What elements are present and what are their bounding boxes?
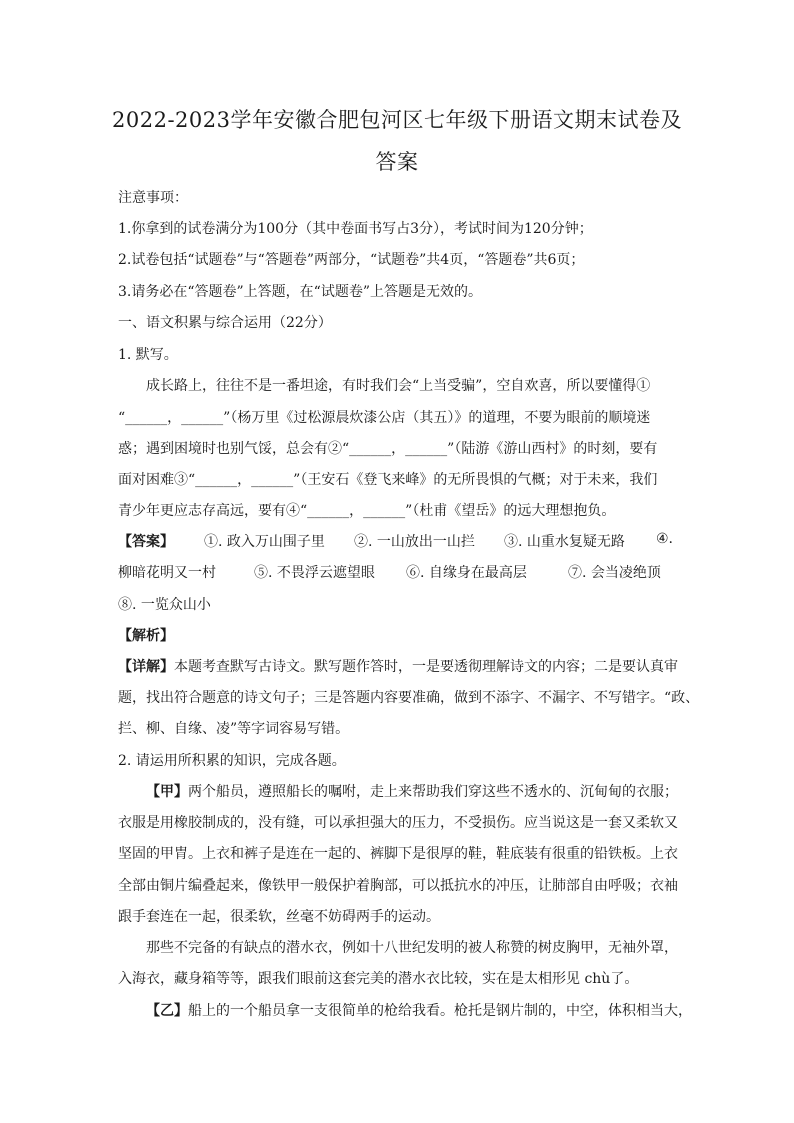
answer-item: ⑥. 自缘身在最高层 bbox=[406, 565, 527, 581]
question1-text-line: 面对困难③“______，______”（王安石《登飞来峰》的无所畏惧的气概；对于未来，我们 bbox=[118, 472, 658, 488]
answer-item: ④. bbox=[656, 531, 674, 547]
passage-jia-para2-line: 入海衣，藏身箱等等，跟我们眼前这套完美的潜水衣比较，实在是太相形见 chù了。 bbox=[118, 971, 639, 987]
question1-text-line: 惑；遇到困境时也别气馁，总会有②“______，______”（陆游《游山西村》的时刻，要有 bbox=[118, 441, 658, 457]
question2-label: 2. 请运用所积累的知识，完成各题。 bbox=[118, 753, 346, 769]
analysis-label: 【解析】 bbox=[118, 628, 174, 644]
notice-item-3: 3.请务必在“答题卷”上答题，在“试题卷”上答题是无效的。 bbox=[118, 284, 482, 300]
passage-yi-text: 船上的一个船员拿一支很简单的枪给我看。枪托是钢片制的，中空，体积相当大， bbox=[188, 1003, 692, 1019]
document-title-line2: 答案 bbox=[375, 150, 419, 174]
question1-text-line: 青少年更应志存高远，要有④“______，______”（杜甫《望岳》的远大理想抱负。 bbox=[118, 503, 616, 519]
detail-label: 【详解】 bbox=[118, 659, 174, 675]
question1-label: 1. 默写。 bbox=[118, 347, 178, 363]
detail-text-line: 拦、柳、自缘、凌”等字词容易写错。 bbox=[118, 721, 350, 737]
passage-jia-text: 两个船员，遵照船长的嘱咐，走上来帮助我们穿这些不透水的、沉甸甸的衣服； bbox=[188, 784, 678, 800]
question1-text-line: “______，______”（杨万里《过松源晨炊漆公店（其五）》的道理，不要为眼前的顺境迷 bbox=[118, 410, 651, 426]
passage-jia-line: 坚固的甲胄。上衣和裤子是连在一起的、裤脚下是很厚的鞋，鞋底装有很重的铅铁板。上衣 bbox=[118, 846, 678, 862]
answer-item: ⑦. 会当凌绝顶 bbox=[568, 565, 661, 581]
answer-label: 【答案】 bbox=[118, 534, 174, 550]
answer-item: ③. 山重水复疑无路 bbox=[504, 534, 625, 550]
answer-item: ⑧. 一览众山小 bbox=[118, 597, 211, 613]
document-title-line1: 2022-2023学年安徽合肥包河区七年级下册语文期末试卷及 bbox=[112, 108, 682, 132]
passage-jia-label: 【甲】 bbox=[146, 784, 188, 800]
section1-heading: 一、语文积累与综合运用（22分） bbox=[118, 315, 332, 331]
detail-text: 本题考查默写古诗文。默写题作答时，一是要透彻理解诗文的内容；二是要认真审 bbox=[174, 659, 678, 675]
answer-item: ⑤. 不畏浮云遮望眼 bbox=[254, 565, 375, 581]
passage-jia-line-1 bbox=[146, 781, 678, 801]
notice-heading: 注意事项： bbox=[118, 190, 188, 206]
detail-text-line: 题，找出符合题意的诗文句子；三是答题内容要准确，做到不添字、不漏字、不写错字。“政、 bbox=[118, 690, 700, 706]
detail-line-1 bbox=[118, 656, 678, 676]
passage-jia-para2-line: 那些不完备的有缺点的潜水衣，例如十八世纪发明的被人称赞的树皮胸甲，无袖外罩， bbox=[146, 940, 678, 956]
passage-yi-label: 【乙】 bbox=[146, 1003, 188, 1019]
notice-item-2: 2.试卷包括“试题卷”与“答题卷”两部分，“试题卷”共4页，“答题卷”共6页； bbox=[118, 252, 585, 268]
passage-jia-line: 全部由铜片编叠起来，像铁甲一般保护着胸部，可以抵抗水的冲压，让肺部自由呼吸；衣袖 bbox=[118, 878, 678, 894]
passage-yi-line-1 bbox=[146, 1000, 692, 1020]
answer-item: 柳暗花明又一村 bbox=[118, 565, 216, 581]
question1-text-line: 成长路上，往往不是一番坦途，有时我们会“上当受骗”，空自欢喜，所以要懂得① bbox=[146, 378, 651, 394]
answer-item: ①. 政入万山围子里 bbox=[204, 534, 325, 550]
answer-item: ②. 一山放出一山拦 bbox=[354, 534, 475, 550]
passage-jia-line: 衣服是用橡胶制成的，没有缝，可以承担强大的压力，不受损伤。应当说这是一套又柔软又 bbox=[118, 815, 678, 831]
notice-item-1: 1.你拿到的试卷满分为100分（其中卷面书写占3分），考试时间为120分钟； bbox=[118, 221, 593, 237]
passage-jia-line: 跟手套连在一起，很柔软，丝毫不妨碍两手的运动。 bbox=[118, 909, 440, 925]
